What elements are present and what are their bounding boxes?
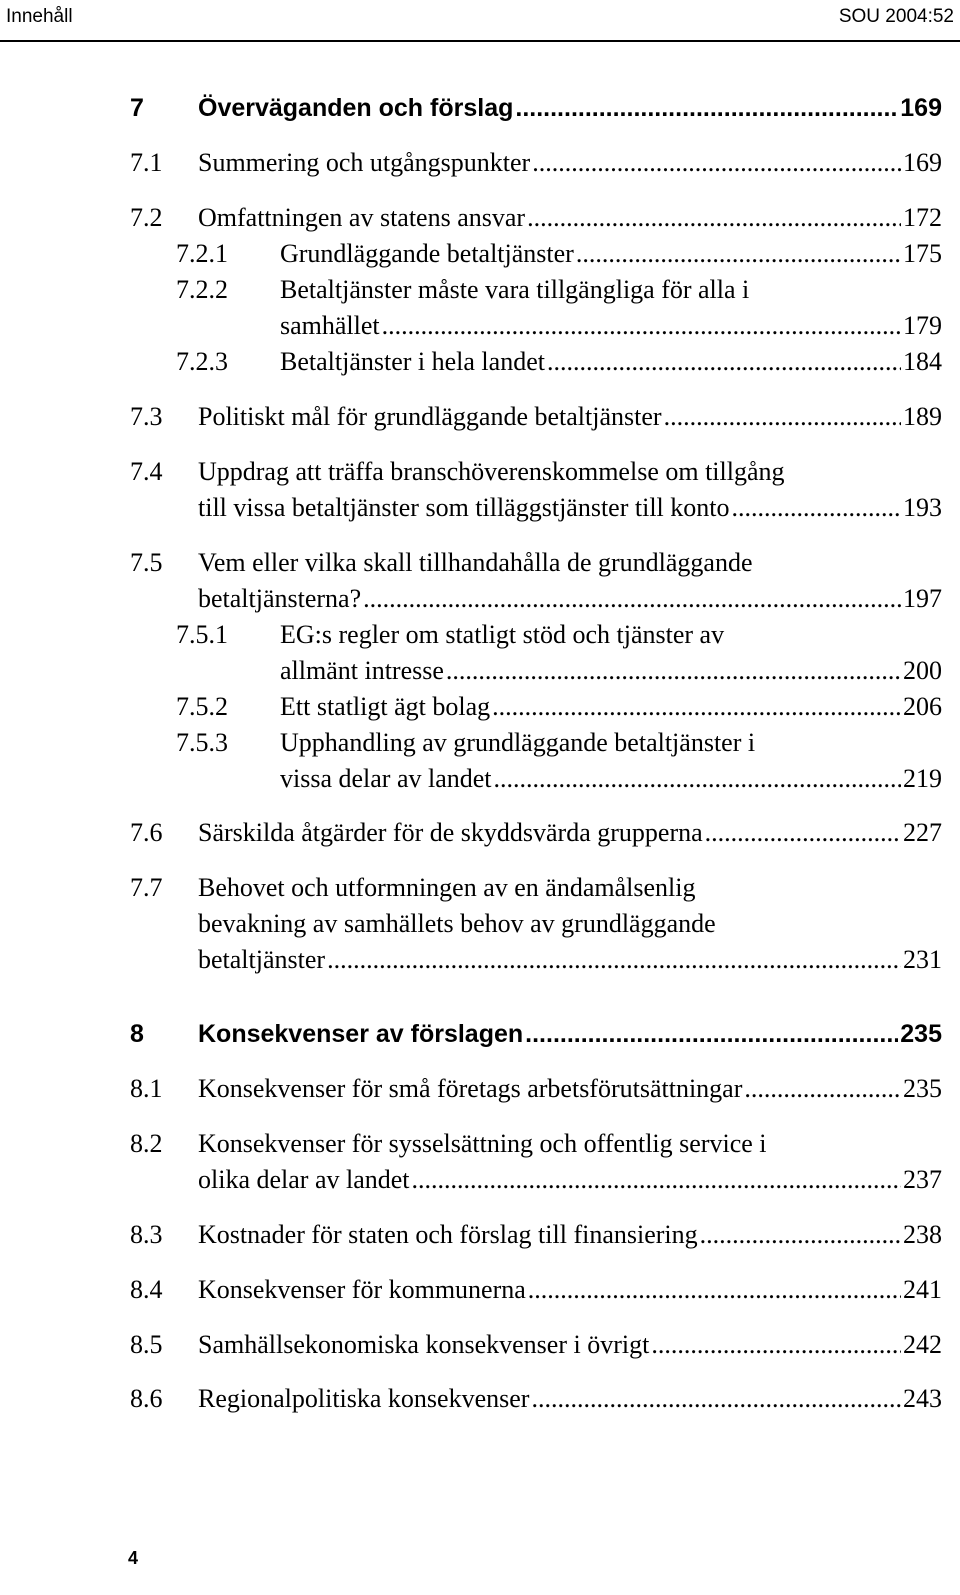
toc-page: 235 xyxy=(900,1020,942,1048)
toc-page: 243 xyxy=(903,1384,942,1413)
toc-title-line: Vem eller vilka skall tillhandahålla de grundläggande xyxy=(198,548,753,577)
dot-leader xyxy=(700,1217,901,1253)
toc-title-line: Betaltjänster måste vara tillgängliga för alla i xyxy=(280,275,750,304)
toc-page: 193 xyxy=(903,493,942,522)
toc-title: Samhällsekonomiska konsekvenser i övrigt xyxy=(198,1330,650,1359)
toc-title: vissa delar av landet xyxy=(280,764,492,793)
dot-leader xyxy=(494,761,901,797)
toc-number: 7 xyxy=(130,94,144,122)
toc-page: 219 xyxy=(903,764,942,793)
toc-title-line: Upphandling av grundläggande betaltjänster i xyxy=(280,728,756,757)
toc-number: 7.7 xyxy=(130,873,163,902)
toc-number: 7.5 xyxy=(130,548,163,577)
toc-number: 8.3 xyxy=(130,1220,163,1249)
toc-page: 235 xyxy=(903,1074,942,1103)
toc-page: 169 xyxy=(900,94,942,122)
toc-title-line: Konsekvenser för sysselsättning och offentlig service i xyxy=(198,1129,767,1158)
toc-page: 189 xyxy=(903,402,942,431)
dot-leader xyxy=(382,308,901,344)
toc-page: 231 xyxy=(903,945,942,974)
toc-page: 184 xyxy=(903,347,942,376)
dot-leader xyxy=(527,200,901,236)
toc-title-line: EG:s regler om statligt stöd och tjänster av xyxy=(280,620,725,649)
dot-leader xyxy=(705,815,901,851)
toc-number: 7.5.3 xyxy=(176,728,228,757)
toc-number: 8 xyxy=(130,1020,144,1048)
toc-number: 7.2.2 xyxy=(176,275,228,304)
dot-leader xyxy=(547,344,901,380)
toc-title: Politiskt mål för grundläggande betaltjänster xyxy=(198,402,662,431)
dot-leader xyxy=(744,1071,901,1107)
toc-page: 242 xyxy=(903,1330,942,1359)
toc-page: 238 xyxy=(903,1220,942,1249)
toc-title: Kostnader för staten och förslag till finansiering xyxy=(198,1220,698,1249)
toc-page: 200 xyxy=(903,656,942,685)
dot-leader xyxy=(412,1162,901,1198)
dot-leader xyxy=(363,581,901,617)
header-report-id: SOU 2004:52 xyxy=(838,6,954,27)
toc-title-line: Behovet och utformningen av en ändamålsenlig xyxy=(198,873,696,902)
toc-number: 7.5.2 xyxy=(176,692,228,721)
toc-title: allmänt intresse xyxy=(280,656,444,685)
toc-title: Konsekvenser för små företags arbetsförutsättningar xyxy=(198,1074,743,1103)
toc-number: 8.6 xyxy=(130,1384,163,1413)
toc-title: till vissa betaltjänster som tilläggstjänster till konto xyxy=(198,493,730,522)
toc-title: Konsekvenser av förslagen xyxy=(198,1020,524,1048)
toc-title: Summering och utgångspunkter xyxy=(198,148,531,177)
toc-title: Regionalpolitiska konsekvenser xyxy=(198,1384,530,1413)
toc-number: 8.5 xyxy=(130,1330,163,1359)
toc-number: 7.5.1 xyxy=(176,620,228,649)
toc-page: 175 xyxy=(903,239,942,268)
toc-page: 169 xyxy=(903,148,942,177)
toc-number: 8.2 xyxy=(130,1129,163,1158)
dot-leader xyxy=(528,1272,901,1308)
dot-leader xyxy=(515,90,898,126)
running-header xyxy=(0,6,960,36)
toc-number: 7.4 xyxy=(130,457,163,486)
toc-page: 227 xyxy=(903,818,942,847)
toc-page: 172 xyxy=(903,203,942,232)
toc-title: Grundläggande betaltjänster xyxy=(280,239,574,268)
toc-page: 179 xyxy=(903,311,942,340)
toc-title: samhället xyxy=(280,311,380,340)
toc-title-line: bevakning av samhällets behov av grundläggande xyxy=(198,909,716,938)
toc-title: Omfattningen av statens ansvar xyxy=(198,203,526,232)
toc-title: olika delar av landet xyxy=(198,1165,410,1194)
toc-page: 237 xyxy=(903,1165,942,1194)
dot-leader xyxy=(576,236,901,272)
toc-number: 7.6 xyxy=(130,818,163,847)
dot-leader xyxy=(492,689,901,725)
toc-page: 197 xyxy=(903,584,942,613)
dot-leader xyxy=(525,1016,898,1052)
dot-leader xyxy=(446,653,901,689)
toc-title: Överväganden och förslag xyxy=(198,94,514,122)
dot-leader xyxy=(651,1327,901,1363)
header-rule xyxy=(0,40,960,42)
toc-number: 7.1 xyxy=(130,148,163,177)
toc-title: Särskilda åtgärder för de skyddsvärda grupperna xyxy=(198,818,703,847)
toc-number: 7.3 xyxy=(130,402,163,431)
dot-leader xyxy=(664,399,901,435)
dot-leader xyxy=(327,942,901,978)
toc-number: 7.2 xyxy=(130,203,163,232)
toc-title: Betaltjänster i hela landet xyxy=(280,347,545,376)
header-section-title: Innehåll xyxy=(6,6,73,27)
page-number: 4 xyxy=(128,1548,139,1568)
dot-leader xyxy=(531,1381,901,1417)
toc-title: Ett statligt ägt bolag xyxy=(280,692,491,721)
toc-number: 7.2.3 xyxy=(176,347,228,376)
toc-number: 8.4 xyxy=(130,1275,163,1304)
dot-leader xyxy=(532,145,901,181)
toc-title: betaltjänster xyxy=(198,945,326,974)
dot-leader xyxy=(732,490,902,526)
toc-title: betaltjänsterna? xyxy=(198,584,362,613)
toc-number: 7.2.1 xyxy=(176,239,228,268)
toc-number: 8.1 xyxy=(130,1074,163,1103)
toc-title: Konsekvenser för kommunerna xyxy=(198,1275,526,1304)
toc-page: 241 xyxy=(903,1275,942,1304)
toc-page: 206 xyxy=(903,692,942,721)
toc-title-line: Uppdrag att träffa branschöverenskommelse om tillgång xyxy=(198,457,785,486)
